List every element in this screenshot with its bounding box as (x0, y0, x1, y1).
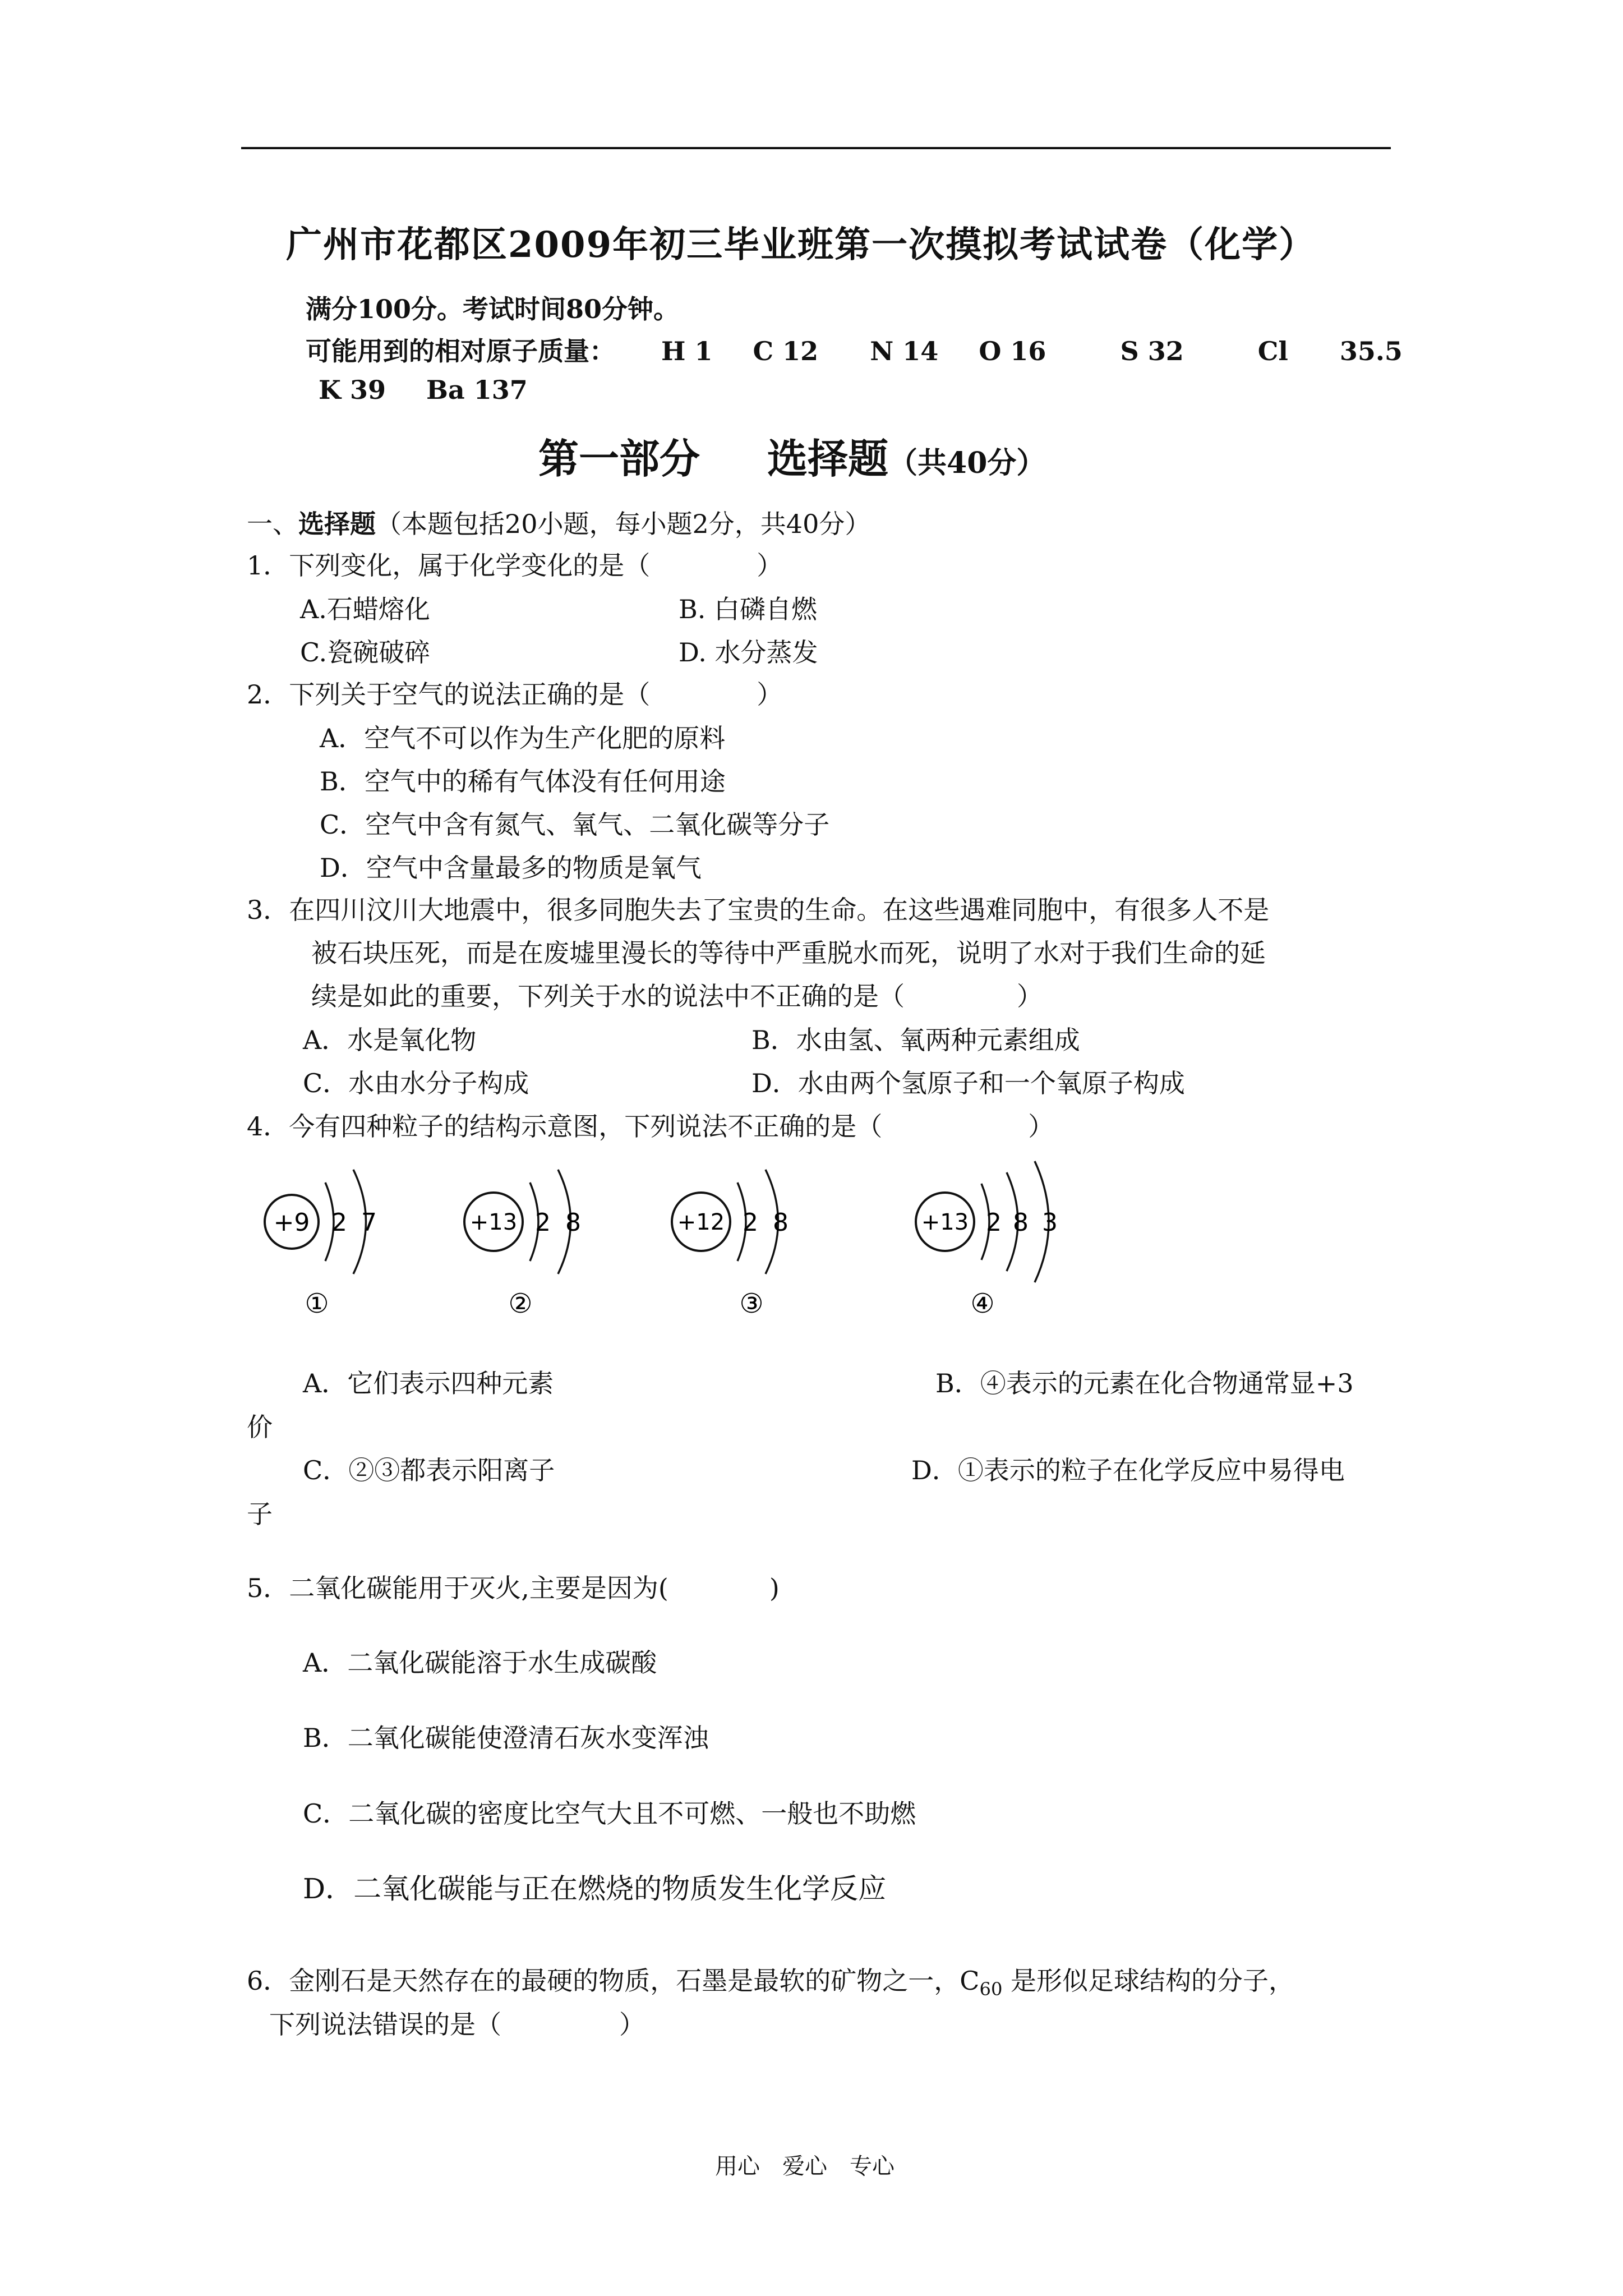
q3-option-c: C．水由水分子构成 (303, 1068, 529, 1098)
atomic-mass-line-2 (319, 375, 528, 405)
q4-stem-text: 4．今有四种粒子的结构示意图，下列说法不正确的是（ (247, 1111, 883, 1142)
q6-stem-text-b: 是形似足球结构的分子， (1002, 1966, 1295, 1996)
atomic-mass-h: H 1 (661, 336, 713, 366)
particle-1-nucleus: +9 (273, 1208, 310, 1237)
q6-stem-text: 下列说法错误的是（ (269, 2009, 501, 2040)
q2-stem-text: 2．下列关于空气的说法正确的是（ (247, 679, 651, 710)
section-number: 一、 (247, 509, 298, 539)
particle-2-nucleus: +13 (469, 1209, 518, 1235)
particle-2-label: ② (508, 1288, 533, 1319)
q5-stem-text: 5．二氧化碳能用于灭火,主要是因为( (247, 1573, 668, 1603)
particle-4-shell-1-count: 2 (986, 1208, 1002, 1237)
atomic-mass-o: O 16 (979, 336, 1046, 366)
q4-option-a: A．它们表示四种元素 (303, 1368, 554, 1398)
atomic-mass-line (306, 331, 1403, 368)
q6-stem-text-a: 6．金刚石是天然存在的最硬的物质，石墨是最软的矿物之一，C (247, 1966, 980, 1996)
q2-option-c: C．空气中含有氮气、氧气、二氧化碳等分子 (320, 809, 830, 840)
q5-option-b: B．二氧化碳能使澄清石灰水变浑浊 (303, 1723, 709, 1753)
q1-option-a: A.石蜡熔化 (300, 594, 430, 624)
q1-option-b: B. 白磷自燃 (679, 594, 818, 624)
atomic-mass-cl: Cl (1257, 336, 1288, 366)
part-heading-sub: （共40分） (888, 446, 1046, 480)
q5-option-c: C．二氧化碳的密度比空气大且不可燃、一般也不助燃 (303, 1798, 916, 1829)
page-title: 广州市花都区2009年初三毕业班第一次摸拟考试试卷（化学） (286, 224, 1316, 266)
particle-3 (672, 1170, 789, 1319)
particle-3-shell-2-count: 8 (773, 1208, 789, 1237)
particle-2-shell-2-count: 8 (565, 1208, 581, 1237)
q4-option-c: C．②③都表示阳离子 (303, 1455, 555, 1485)
q3-option-d: D．水由两个氢原子和一个氧原子构成 (751, 1068, 1185, 1098)
q2-option-b: B．空气中的稀有气体没有任何用途 (320, 766, 726, 797)
q5-option-d: D．二氧化碳能与正在燃烧的物质发生化学反应 (303, 1872, 887, 1905)
section-heading (247, 504, 870, 541)
particle-4-shell-2-count: 8 (1013, 1208, 1029, 1237)
q3-stem-line-2: 被石块压死，而是在废墟里漫长的等待中严重脱水而死，说明了水对于我们生命的延 (311, 938, 1266, 968)
particle-3-nucleus: +12 (677, 1209, 725, 1235)
q4-option-b: B．④表示的元素在化合物通常显+3 (935, 1368, 1354, 1398)
particle-3-label: ③ (739, 1288, 764, 1319)
q3-option-b: B．水由氢、氧两种元素组成 (751, 1025, 1080, 1055)
q6-stem-line-1 (247, 1961, 1294, 2000)
particle-1 (265, 1170, 377, 1319)
q2-option-d: D．空气中含量最多的物质是氧气 (320, 853, 702, 883)
particle-4 (916, 1161, 1058, 1319)
section-desc: （本题包括20小题，每小题2分，共40分） (376, 509, 871, 539)
atomic-mass-n: N 14 (870, 336, 939, 366)
particle-2-shell-1-count: 2 (535, 1208, 551, 1237)
q3-stem-line-3 (311, 976, 1043, 1013)
particle-2 (464, 1170, 581, 1319)
q1-option-d: D. 水分蒸发 (679, 637, 818, 668)
q4-option-d-wrap: 子 (247, 1499, 273, 1529)
particle-4-label: ④ (970, 1288, 995, 1319)
page-footer: 用心 爱心 专心 (715, 2154, 895, 2179)
q6-stem-close: ） (619, 2009, 645, 2040)
q1-stem-close: ） (757, 550, 783, 581)
section-title: 选择题 (298, 509, 376, 539)
q5-stem-close: ) (769, 1573, 780, 1603)
q4-option-d: D．①表示的粒子在化学反应中易得电 (911, 1455, 1345, 1485)
atomic-mass-s: S 32 (1120, 336, 1184, 366)
q4-stem-close: ） (1028, 1111, 1054, 1142)
q4-option-b-wrap: 价 (247, 1412, 273, 1442)
q5-option-a: A．二氧化碳能溶于水生成碳酸 (303, 1648, 657, 1678)
score-info: 满分100分。考试时间80分钟。 (306, 294, 680, 324)
q3-stem-line-1: 3．在四川汶川大地震中，很多同胞失去了宝贵的生命。在这些遇难同胞中，有很多人不是 (247, 895, 1270, 925)
q1-stem (247, 545, 782, 582)
particle-4-nucleus: +13 (921, 1209, 969, 1235)
q1-option-c: C.瓷碗破碎 (300, 637, 431, 668)
q3-option-a: A．水是氧化物 (303, 1025, 477, 1055)
particle-1-label: ① (305, 1288, 329, 1319)
particle-4-shell-3-count: 3 (1042, 1208, 1058, 1237)
q2-stem-close: ） (757, 679, 783, 710)
part-heading (538, 426, 1045, 485)
atomic-mass-cl-value: 35.5 (1339, 336, 1403, 366)
header-rule (241, 147, 1391, 149)
q3-stem-text: 续是如此的重要，下列关于水的说法中不正确的是（ (311, 981, 905, 1011)
atomic-mass-k: K 39 (319, 375, 386, 405)
particle-3-shell-1-count: 2 (743, 1208, 758, 1237)
particle-structure-diagrams (247, 1139, 1133, 1329)
q4-stem (247, 1106, 1054, 1143)
particle-1-shell-2-count: 7 (361, 1208, 377, 1237)
q5-stem (247, 1568, 780, 1605)
atomic-mass-ba: Ba 137 (426, 375, 528, 405)
part-heading-label: 第一部分 (538, 435, 700, 482)
particle-diagram-svg (247, 1139, 1133, 1329)
q6-c60-subscript: 60 (979, 1978, 1003, 2000)
atomic-mass-c: C 12 (753, 336, 819, 366)
q2-option-a: A．空气不可以作为生产化肥的原料 (320, 723, 726, 753)
part-heading-title: 选择题 (767, 435, 889, 482)
q3-stem-close: ） (1017, 981, 1043, 1011)
q6-stem-line-2 (269, 2004, 645, 2041)
q1-stem-text: 1．下列变化，属于化学变化的是（ (247, 550, 651, 581)
q2-stem (247, 674, 782, 711)
particle-1-shell-1-count: 2 (331, 1208, 347, 1237)
atomic-mass-label: 可能用到的相对原子质量： (306, 336, 615, 366)
